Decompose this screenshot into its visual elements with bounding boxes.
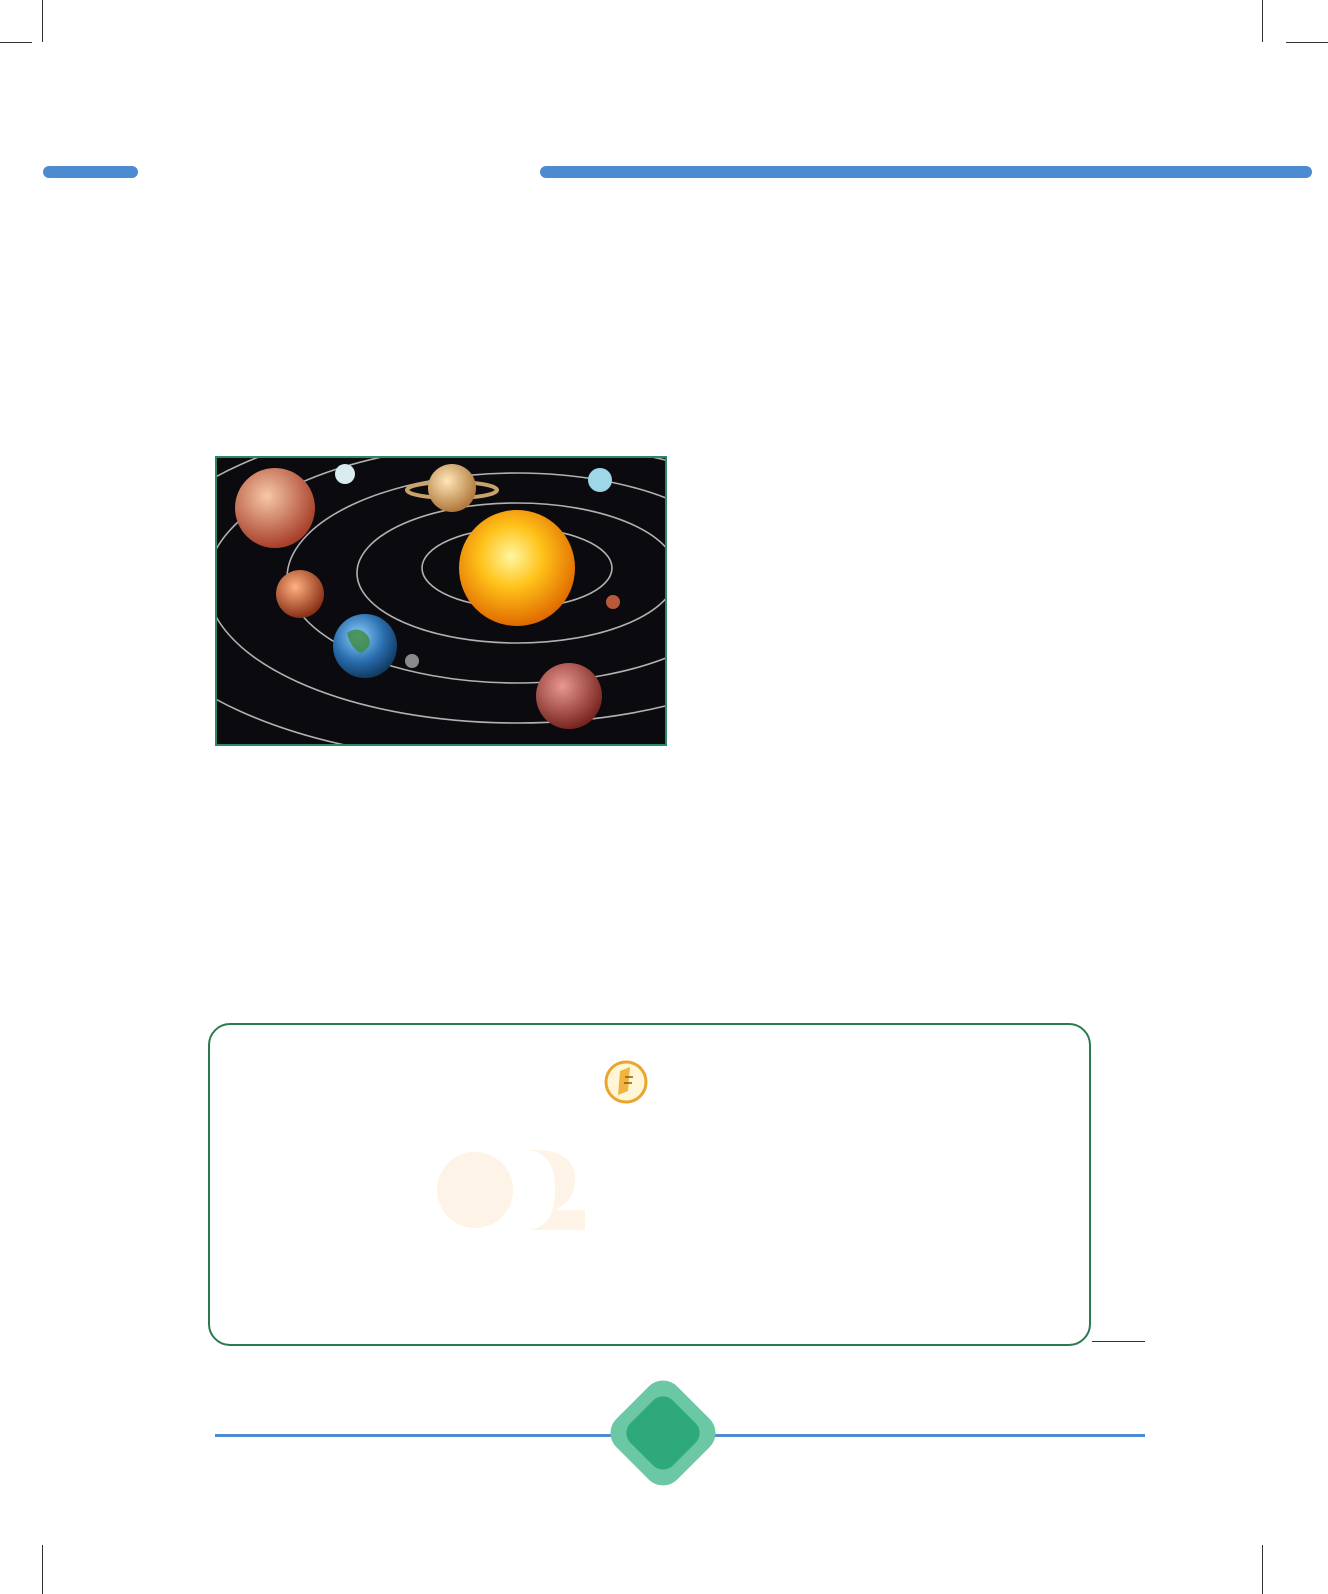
- crop-mark: [0, 42, 32, 43]
- simplified-explanation-box: [208, 1023, 1091, 1346]
- hulul-watermark-logo: [435, 1120, 635, 1250]
- hulul-logo-icon: [603, 1049, 763, 1109]
- header-bar-left: [43, 166, 138, 178]
- ministry-logo: [66, 1378, 216, 1508]
- breadcrumb: [195, 154, 495, 190]
- footnote-rule: [1092, 1341, 1145, 1342]
- crop-mark: [1286, 42, 1328, 43]
- solar-system-illustration: [217, 458, 665, 744]
- crop-mark: [42, 1545, 43, 1594]
- hulul-logo: [603, 1049, 763, 1109]
- solar-system-image: [215, 456, 667, 746]
- crop-mark: [42, 0, 43, 42]
- header-bar-right: [540, 166, 1312, 178]
- crop-mark: [1262, 1545, 1263, 1594]
- crop-mark: [1262, 0, 1263, 42]
- ministry-dots-icon: [66, 1378, 216, 1433]
